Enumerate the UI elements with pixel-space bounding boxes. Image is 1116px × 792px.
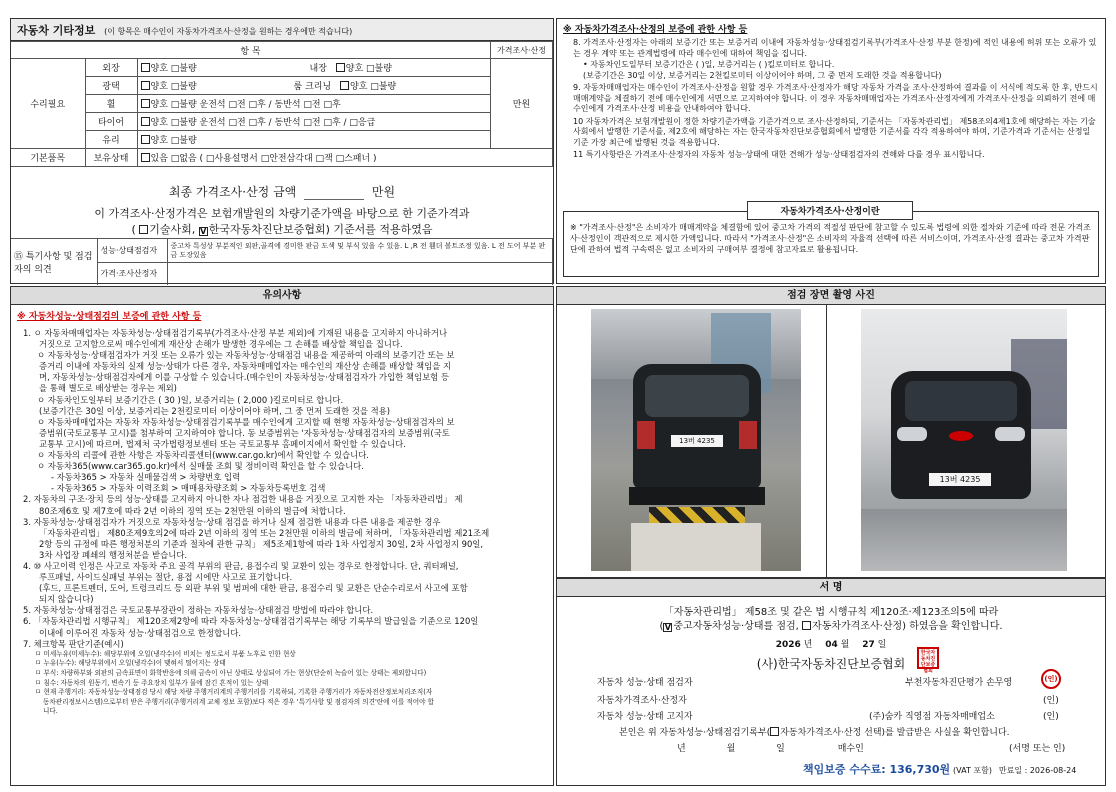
- notice-line: 교통부 고시)에 따르며, 법제처 국가법령정보센터 또는 국토교통부 홈페이지에서 확인할 수 있습니다.: [39, 438, 406, 449]
- signer-mark: (인): [1043, 696, 1059, 706]
- basic-options: 있음 □없음 ( □사용설명서 □안전삼각대 □잭 □스패너 ): [137, 149, 553, 167]
- notice-small-line: ㅁ 부식: 차량하부와 외판의 금속표면이 화학반응에 의해 금속이 아닌 상태로 상실되어 가는 현상(단순히 녹슬어 있는 상태는 제외합니다): [35, 668, 427, 677]
- notice-line: ㅇ 자동차매매업자는 자동차 자동차성능·상태점검기록부를 매수인에게 고지할 때 현행 자동차성능·상태점검자의 보: [37, 416, 455, 427]
- guarantee-item: (보증기간은 30일 이상, 보증거리는 2천킬로미터 이상이어야 하며, 그 중 먼저 도래한 것을 적용합니다): [583, 70, 942, 80]
- checkbox[interactable]: [141, 135, 150, 144]
- license-plate: 13버 4235: [929, 473, 991, 486]
- signature-section: [556, 578, 1106, 786]
- notice-line: 「자동차관리법」 제80조제9호의2에 따라 2년 이하의 징역 또는 2천만원 이하의 벌금에 처하며, 「자동차관리법 제21조제: [39, 527, 490, 538]
- photo-section: [556, 286, 1106, 578]
- checkbox[interactable]: [141, 63, 150, 72]
- sign-date: 2026 년 04 월 27 일: [775, 640, 887, 650]
- notice-line: ㅇ 자동차성능·상태점검자가 거짓 또는 오류가 있는 자동차성능·상태점검 내용을 제공하여 아래의 보증기간 또는 보: [37, 350, 455, 361]
- notice-line: ㅇ 자동차365(www.car365.go.kr)에서 실매물 조회 및 정비이력 확인을 할 수 있습니다.: [37, 461, 364, 472]
- checkbox[interactable]: [336, 63, 345, 72]
- notice-line: (후드, 프론트펜더, 도어, 트렁크리드 등 외판 부위 및 범퍼에 대한 판금, 용접수리 및 교환은 단순수리로서 사고에 포함: [39, 583, 468, 594]
- final-price-unit: 만원: [371, 185, 396, 199]
- repair-table: [11, 41, 553, 167]
- final-price-label: 최종 가격조사·산정 금액: [168, 185, 297, 199]
- guarantee-items: [563, 38, 1099, 161]
- vehicle-front-photo: [861, 309, 1067, 571]
- photo-header: 점검 장면 촬영 사진: [557, 287, 1105, 305]
- notice-line: 을 통해 별도로 배상받는 경우는 제외): [39, 383, 177, 394]
- notice-small-line: 동차관리정보시스템)으로부터 받은 주행거리(주행거리계 교체 정보 포함)보다 적은 경우 '특기사항 및 점검자의 의견'란에 이를 적어야 합: [43, 697, 435, 706]
- section-subtitle: (이 항목은 매수인이 자동차가격조사·산정을 원하는 경우에만 적습니다): [104, 27, 353, 36]
- checkbox-performance[interactable]: V: [664, 623, 671, 632]
- checkbox[interactable]: [141, 99, 150, 108]
- check-line: (V 중고자동차성능·상태를 점검, 자동차가격조사·산정) 하였음을 확인합니다.: [659, 621, 1003, 632]
- signer-row: 자동차 성능·상태 고지자: [597, 712, 693, 722]
- final-price-input[interactable]: [304, 185, 364, 200]
- row-name: 휠: [85, 95, 137, 113]
- notice-line: 4. ⑩ 사고이력 인정은 사고로 자동차 주요 골격 부위의 판금, 용접수리 및 교환이 있는 경우로 한정합니다. 단, 쿼터패널,: [23, 560, 459, 571]
- col-item: 항 목: [11, 42, 491, 59]
- buyer-mark: (서명 또는 인): [1009, 744, 1066, 754]
- price-guarantee-section: [556, 18, 1106, 284]
- notice-line: 3차 사업장 폐쇄의 행정처분을 받습니다.: [39, 549, 188, 560]
- guarantee-item: 9. 자동차매매업자는 매수인이 가격조사·산정을 원할 경우 가격조사·산정자가 해당 자동차 가격을 조사·산정하여 결과를 이 서식에 적도록 한 후, 반드시 매매계약을 체결하기 전에 매수인에게 서면으로 고지하여야 합니다. 이 경우 자동차매매업자는 가격조사·산정자에게 가격조사·산정을 의뢰하기 전에 매수인에게 가격조사·산정 비용을 안내하여야 합니다.: [573, 83, 1098, 113]
- notice-line: 1. ㅇ 자동차매매업자는 자동차성능·상태점검기록부(가격조사·산정 부분 제외)에 기재된 내용을 고지하지 아니하거나: [23, 328, 448, 338]
- price-label: 가격·조사산정자: [97, 263, 167, 285]
- definition-title: 자동차가격조사·산정이란: [747, 201, 913, 220]
- final-price-row: [11, 183, 553, 200]
- checkbox-receipt[interactable]: [770, 727, 779, 736]
- expiry-date: 만료일 : 2026-08-24: [998, 766, 1077, 775]
- price-text: [167, 263, 553, 285]
- perf-text: 중고차 특성상 부분적인 외판,골격에 경미한 판금 도색 및 부식 있을 수 있음. L ,R 전 휀더 볼트조정 있음. L 전 도어 부분 판금 도장있음: [167, 239, 553, 263]
- price-value: 만원: [491, 59, 553, 149]
- notice-line: 7. 체크항목 판단기준(예시): [23, 638, 124, 649]
- fee-vat: (VAT 포함): [953, 766, 992, 775]
- section-title: 자동차 기타정보: [17, 24, 96, 37]
- notice-line: 증거리 이내에 자동차의 실제 성능·상태가 다른 경우, 자동차매매업자는 매수인의 재산상 손해를 배상할 책임을 지: [39, 361, 452, 372]
- row-name: 광택: [85, 77, 137, 95]
- notice-small-line: ㅁ 누유(누수): 해당부위에서 오일(냉각수)이 맺혀서 떨어지는 상태: [35, 659, 226, 668]
- basic-label: 기본품목: [11, 149, 85, 167]
- notice-line: 루프패널, 사이드실패널 부위는 절단, 용접 시에만 사고로 표기합니다.: [39, 572, 293, 583]
- notice-line: 되지 않습니다): [39, 594, 94, 605]
- guarantee-item: 8. 가격조사·산정자는 아래의 보증기간 또는 보증거리 이내에 자동차성능·상태점검기록부(가격조사·산정 부분 한정)에 적인 내용에 허위 또는 오류가 있는 경우 계약 또는 관계법령에 따라 매수인에 대하여 책임을 집니다.: [573, 38, 1097, 58]
- notice-header: 유의사항: [11, 287, 553, 305]
- signer-name: 부천자동차진단평가 손무영: [905, 678, 1013, 688]
- row-options: 양호 □불량: [137, 131, 491, 149]
- row-options: 양호 □불량 룸 크리닝 양호 □불량: [137, 77, 491, 95]
- notice-line: - 자동차365 > 자동차 이력조회 > 매매용차량조회 > 자동차등록번호 검색: [51, 483, 326, 494]
- notice-small-line: ㅁ 침수: 자동차의 원동기, 변속기 등 주요장치 일부가 물에 잠긴 흔적이 있는 상태: [35, 678, 269, 687]
- guarantee-item: 10 자동차가격은 보험개발원이 정한 차량기준가액을 기준가격으로 조사·산정하되, 기준서는 「자동차관리법」 제58조의4제1호에 해당하는 자는 기술사회에서 발행한 기준서를, 제2호에 해당하는 자는 한국자동차진단보증협회에서 발행한 기준서를 각각 적용하여야 하며, 기준가격과 기준서는 산정일 기준 가장 최근에 발행된 것을 적용합니다.: [573, 116, 1096, 147]
- perf-label: 성능·상태점검자: [97, 239, 167, 263]
- signer-row: 자동차 성능·상태 점검자: [597, 678, 693, 688]
- notice-section: [10, 286, 554, 786]
- notice-small-line: ㅁ 현재 주행거리: 자동차성능·상태점검 당시 해당 차량 주행거리계의 주행거리를 기록하되, 기록한 주행거리가 자동차전산정보처리조직(자: [35, 688, 433, 697]
- notice-line: 며, 자동차성능·상태점검자에게 이를 구상할 수 있습니다.(매수인이 자동차성능·상태점검자가 가입한 책임보험 등: [39, 372, 450, 383]
- photo-divider: [826, 305, 827, 577]
- row-name: 타이어: [85, 113, 137, 131]
- notice-lines: [17, 328, 547, 650]
- notice-small-line: ㅁ 미세누유(미세누수): 해당부위에 오일(냉각수)이 비치는 정도로서 부품 노후로 인한 현상: [35, 649, 296, 658]
- signer-row: 자동차가격조사·산정자: [597, 696, 687, 706]
- notice-line: - 자동차365 > 자동차 실매물검색 > 차량번호 입력: [51, 472, 241, 483]
- checkbox[interactable]: [141, 153, 150, 162]
- notice-line: 증범위(국토교통부 고시)를 첨부하여 고지하여야 합니다. 동 보증범위는 '자동차성능·상태점검자의 보증범위(국토: [39, 427, 450, 438]
- notice-line: 2. 자동차의 구조·장치 등의 성능·상태를 고지하지 아니한 자나 점검한 내용을 거짓으로 고지한 자는 「자동차관리법」 제: [23, 494, 463, 505]
- row-options: 양호 □불량 내장 양호 □불량: [137, 59, 491, 77]
- fee-label: 책임보증 수수료: 136,730원: [803, 763, 951, 776]
- checkbox[interactable]: [141, 81, 150, 90]
- signer-mark: (인): [1043, 712, 1059, 722]
- row-options: 양호 □불량 운전석 □전 □후 / 동반석 □전 □후 / □응급: [137, 113, 491, 131]
- org-seal: 한국자동차진단보증협회: [917, 647, 939, 669]
- vehicle-rear-photo: [591, 309, 801, 571]
- receipt-line: 본인은 위 자동차성능·상태점검기록부( 자동차가격조사·산정 선택)를 발급받은 사실을 확인합니다.: [619, 728, 1010, 738]
- notice-small-line: 니다.: [43, 707, 58, 716]
- fee-row: [803, 761, 1076, 777]
- notice-line: 6. 「자동차관리법 시행규칙」 제120조제2항에 따라 자동차성능·상태점검기록부는 해당 기록부의 발급일을 기준으로 120일: [23, 616, 479, 627]
- notice-line: 이내에 이루어진 자동차 성능·상태점검으로 한정합니다.: [39, 627, 242, 638]
- checkbox[interactable]: [340, 81, 349, 90]
- buyer-row: 년 월 일 매수인: [677, 744, 864, 754]
- lift-ramp: [649, 507, 745, 523]
- checkbox[interactable]: [141, 117, 150, 126]
- notice-line: 거짓으로 고지함으로써 매수인에게 재산상 손해가 발생한 경우에는 그 손해를 배상할 책임을 집니다.: [39, 339, 403, 350]
- checkbox-price[interactable]: [802, 621, 811, 630]
- signature-header: 서 명: [557, 579, 1105, 597]
- notice-line: ㅇ 자동차인도일부터 보증기간은 ( 30 )일, 보증거리는 ( 2,000 )킬로미터로 합니다.: [37, 394, 344, 405]
- org-name: (사)한국자동차진단보증협회: [756, 657, 906, 671]
- checkbox-kaida[interactable]: V: [200, 227, 207, 236]
- special-label: ⑮ 특기사항 및 점검자의 의견: [11, 239, 97, 285]
- repair-label: 수리필요: [11, 59, 85, 149]
- basis-line-1: 이 가격조사·산정가격은 보험개발원의 차량기준가액을 바탕으로 한 기준가격과: [94, 207, 470, 220]
- basic-name: 보유상태: [85, 149, 137, 167]
- section-header: [11, 19, 553, 41]
- row-name: 유리: [85, 131, 137, 149]
- guarantee-item: 11 특기사항란은 가격조사·산정자의 자동차 성능·상태에 대한 견해가 성능·상태점검자의 견해와 다를 경우 표시합니다.: [573, 150, 985, 159]
- notice-small-lines: [17, 650, 547, 717]
- signer-stamp: (인): [1041, 669, 1061, 689]
- row-options: 양호 □불량 운전석 □전 □후 / 동반석 □전 □후: [137, 95, 491, 113]
- notice-line: ㅇ 자동차의 리콜에 관한 사항은 자동차리콜센터(www.car.go.kr)에서 확인할 수 있습니다.: [37, 450, 369, 461]
- row-name: 외장: [85, 59, 137, 77]
- license-plate: 13버 4235: [671, 435, 723, 447]
- notice-line: 3. 자동차성능·상태점검자가 거짓으로 자동차성능·상태 점검을 하거나 실제 점검한 내용과 다른 내용을 제공한 경우: [23, 516, 441, 527]
- signer-name: (주)숨카 직영점 자동차매매업소: [869, 712, 995, 722]
- checkbox-tech-society[interactable]: [139, 225, 148, 234]
- notice-title: ※ 자동차성능·상태점검의 보증에 관한 사항 등: [17, 312, 202, 322]
- notice-body: [11, 305, 553, 721]
- col-price: 가격조사·산정: [491, 42, 553, 59]
- basis-line-2: ( 기술사회, V 한국자동차진단보증협회) 기준서를 적용하였음: [131, 223, 433, 236]
- notice-line: (보증기간은 30일 이상, 보증거리는 2천킬로미터 이상이어야 하며, 그 중 먼저 도래한 것을 적용): [39, 405, 391, 416]
- vehicle-other-info-section: [10, 18, 554, 284]
- special-notes-table: [11, 238, 553, 285]
- definition-box: ※ "가격조사·산정"은 소비자가 매매계약을 체결함에 있어 중고차 가격의 적절성 판단에 참고할 수 있도록 법령에 의한 절차와 기준에 따라 전문 가격조사·산정인이 객관적으로 제시한 가액입니다. 따라서 "가격조사·산정"은 소비자의 자율적 선택에 따른 서비스이며, 가격조사·산정 결과는 중고차 가격판단에 관하여 법적 구속력은 없고 소비자의 구매여부 결정에 참고자료로 활용됩니다.: [563, 211, 1099, 277]
- guarantee-item: • 자동차인도일부터 보증기간은 ( )일, 보증거리는 ( )킬로미터로 합니다.: [583, 60, 835, 69]
- notice-line: 5. 자동차성능·상태점검은 국토교통부장관이 정하는 자동차성능·상태점검 방법에 따라야 합니다.: [23, 605, 374, 616]
- law-line: 「자동차관리법」 제58조 및 같은 법 시행규칙 제120조·제123조의5에 따라: [663, 607, 999, 618]
- guarantee-title: ※ 자동차가격조사·산정의 보증에 관한 사항 등: [563, 25, 748, 35]
- notice-line: 80조제6호 및 제7호에 따라 2년 이하의 징역 또는 2천만원 이하의 벌금에 처합니다.: [39, 505, 346, 516]
- notice-line: 2항 등의 규정에 따른 행정처분의 기준과 절차에 관한 규칙」 제5조제1항에 따라 1차 사업정지 30일, 2차 사업정지 90일,: [39, 538, 484, 549]
